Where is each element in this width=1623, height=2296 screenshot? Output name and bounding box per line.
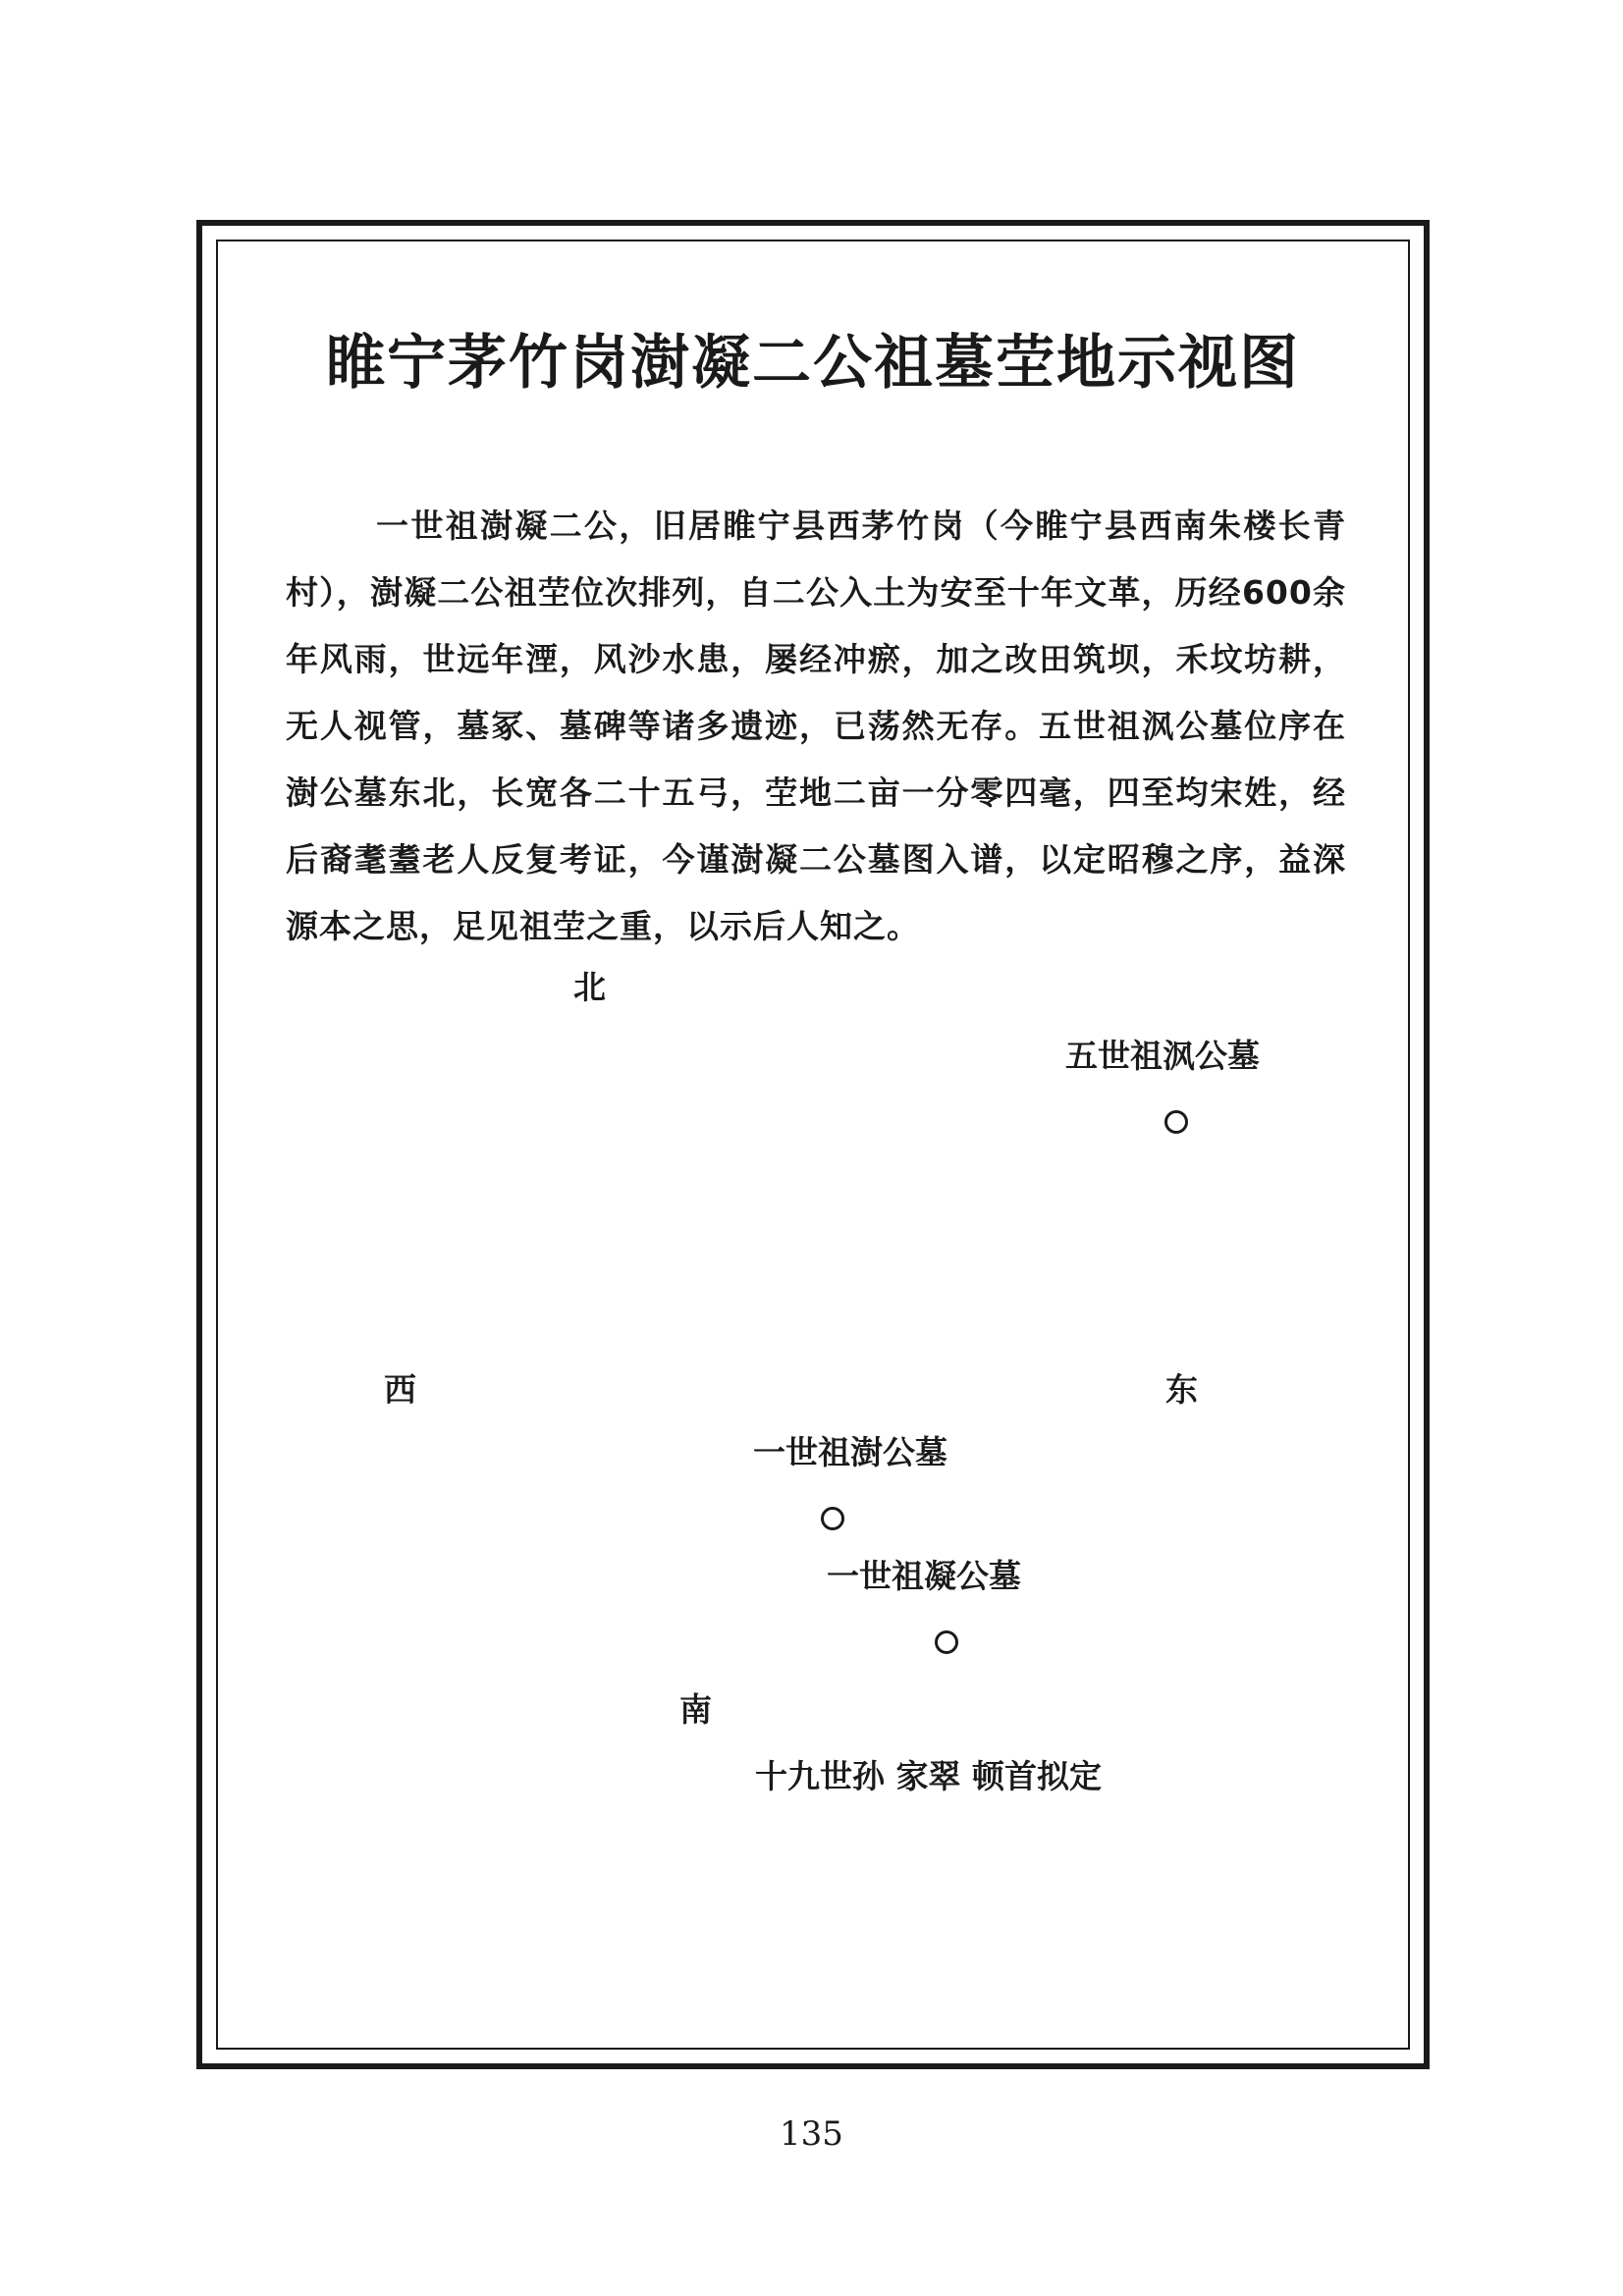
grave-label-fifth-ancestor-feng: 五世祖沨公墓 — [1065, 1037, 1260, 1075]
signature: 十九世孙 家翠 顿首拟定 — [755, 1757, 1102, 1795]
document-title: 睢宁茅竹岗澍凝二公祖墓茔地示视图 — [326, 329, 1300, 398]
grave-label-first-ancestor-ning: 一世祖凝公墓 — [827, 1557, 1021, 1595]
direction-south: 南 — [679, 1690, 712, 1729]
page-number: 135 — [780, 2114, 843, 2154]
grave-marker-first-ancestor-ning — [935, 1630, 958, 1654]
direction-north: 北 — [573, 968, 606, 1006]
grave-marker-first-ancestor-shu — [821, 1507, 844, 1530]
direction-west: 西 — [384, 1370, 416, 1409]
grave-marker-fifth-ancestor-feng — [1164, 1110, 1188, 1134]
intro-paragraph: 一世祖澍凝二公，旧居睢宁县西茅竹岗（今睢宁县西南朱楼长青村），澍凝二公祖茔位次排列，自二公入土为安至十年文革，历经600余年风雨，世远年湮，风沙水患，屡经冲瘀，加之改田筑坝，禾坟坊耕，无人视管，墓冢、墓碑等诸多遗迹，已荡然无存。五世祖沨公墓位序在澍公墓东北，长宽各二十五弓，茔地二亩一分零四毫，四至均宋姓，经后裔耄耋老人反复考证，今谨澍凝二公墓图入谱，以定昭穆之序，益深源本之思，足见祖茔之重，以示后人知之。 — [286, 507, 1346, 945]
grave-label-first-ancestor-shu: 一世祖澍公墓 — [753, 1433, 947, 1471]
direction-east: 东 — [1165, 1370, 1198, 1409]
